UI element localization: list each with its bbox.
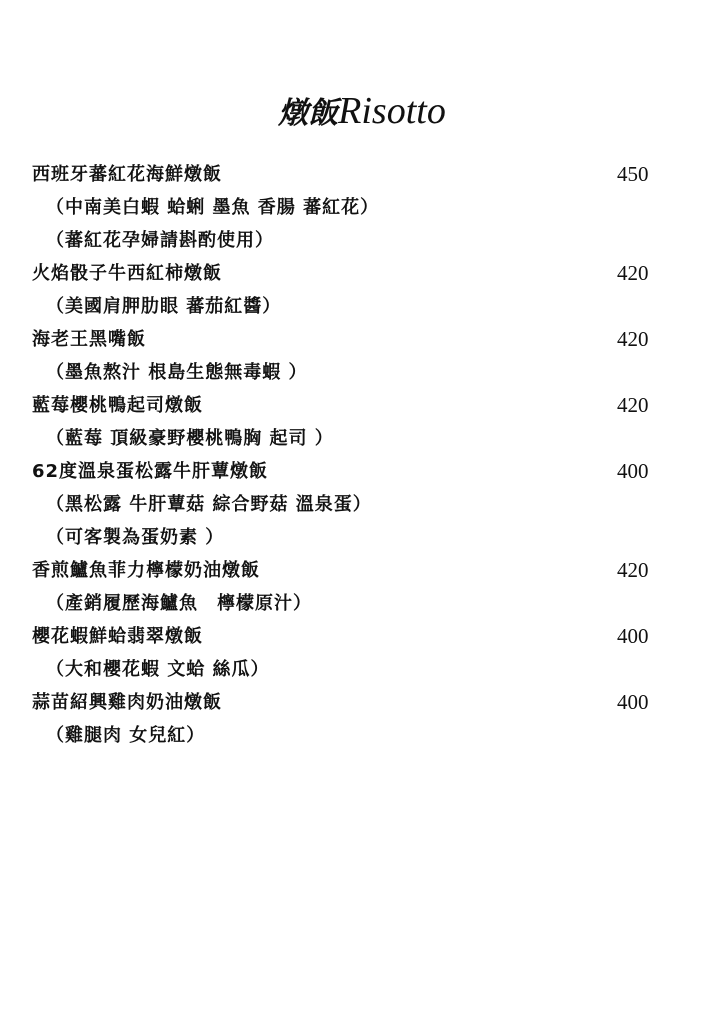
menu-title	[0, 88, 724, 133]
menu-item-detail	[0, 587, 724, 620]
menu-item	[0, 389, 724, 422]
menu-item-detail	[0, 521, 724, 554]
menu-item-name: 藍莓櫻桃鴨起司燉飯	[32, 395, 203, 416]
menu-item	[0, 257, 724, 290]
menu-item-price: 420	[617, 558, 649, 582]
menu-item-name: 蒜苗紹興雞肉奶油燉飯	[32, 692, 222, 713]
menu-item-price: 420	[617, 393, 649, 417]
menu-item-detail-text: （墨魚熬汁 根島生態無毒蝦 ）	[46, 362, 308, 383]
menu-item-name: 西班牙蕃紅花海鮮燉飯	[32, 164, 222, 185]
menu-item-detail-text: （大和櫻花蝦 文蛤 絲瓜）	[46, 659, 270, 680]
menu-item-detail-text: （美國肩胛肋眼 蕃茄紅醬）	[46, 296, 282, 317]
menu-item-detail-text: （產銷履歷海鱸魚 檸檬原汁）	[46, 593, 312, 614]
menu-item-price: 400	[617, 459, 649, 483]
menu-item-price: 420	[617, 261, 649, 285]
menu-item-detail	[0, 290, 724, 323]
menu-item-detail	[0, 191, 724, 224]
menu-item-detail	[0, 719, 724, 752]
menu-item-name: 海老王黑嘴飯	[32, 329, 146, 350]
menu-item-price: 420	[617, 327, 649, 351]
menu-item-detail-text: （藍莓 頂級豪野櫻桃鴨胸 起司 ）	[46, 428, 334, 449]
menu-item	[0, 455, 724, 488]
menu-item-detail	[0, 488, 724, 521]
menu-item-name: 櫻花蝦鮮蛤翡翠燉飯	[32, 626, 203, 647]
menu-item-detail-text: （中南美白蝦 蛤蜊 墨魚 香腸 蕃紅花）	[46, 197, 380, 218]
menu-list	[0, 158, 724, 752]
menu-item-name: 香煎鱸魚菲力檸檬奶油燉飯	[32, 560, 260, 581]
menu-item-detail	[0, 653, 724, 686]
menu-item-name: 62度溫泉蛋松露牛肝蕈燉飯	[32, 461, 269, 482]
menu-item	[0, 158, 724, 191]
menu-item-name: 火焰骰子牛西紅柿燉飯	[32, 263, 222, 284]
menu-item-detail	[0, 356, 724, 389]
menu-item-detail	[0, 224, 724, 257]
menu-item	[0, 620, 724, 653]
menu-item-detail-text: （黑松露 牛肝蕈菇 綜合野菇 溫泉蛋）	[46, 494, 372, 515]
menu-item-detail-text: （蕃紅花孕婦請斟酌使用）	[46, 230, 274, 251]
menu-item-price: 450	[617, 162, 649, 186]
menu-item-detail-text: （雞腿肉 女兒紅）	[46, 725, 206, 746]
menu-item-detail-text: （可客製為蛋奶素 ）	[46, 527, 225, 548]
menu-title-english: Risotto	[338, 90, 446, 132]
menu-item-detail	[0, 422, 724, 455]
menu-item	[0, 686, 724, 719]
menu-item	[0, 323, 724, 356]
menu-item-price: 400	[617, 690, 649, 714]
menu-title-chinese: 燉飯	[278, 96, 339, 131]
menu-item-price: 400	[617, 624, 649, 648]
menu-item	[0, 554, 724, 587]
